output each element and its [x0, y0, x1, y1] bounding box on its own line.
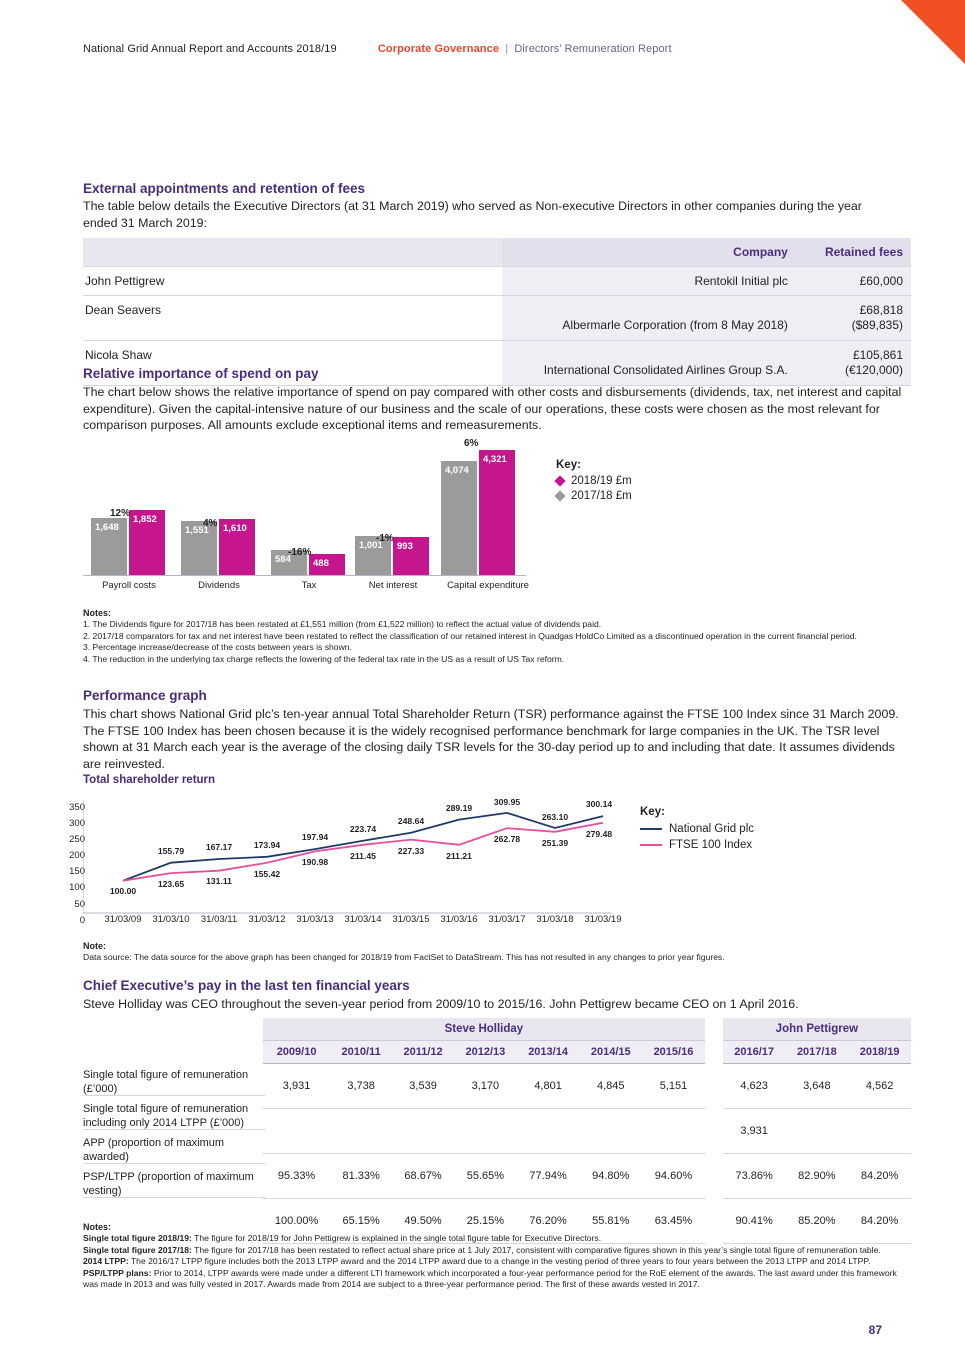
cell [642, 1109, 705, 1154]
year-2017-18: 2017/18 [785, 1041, 848, 1064]
tsr-label-ng-2015: 248.64 [397, 816, 425, 826]
tsr-label-ng-2017: 309.95 [493, 797, 521, 807]
row-label-single-total-2014-ltpp: Single total figure of remuneration including only 2014 LTPP (£’000) [83, 1096, 265, 1130]
cat-label-dividends: Dividends [198, 580, 240, 591]
tsr-label-ftse-2012: 155.42 [253, 869, 281, 879]
cell: 85.20% [785, 1199, 848, 1244]
tsr-chart-svg [83, 800, 613, 916]
row-label-psp-ltpp: PSP/LTPP (proportion of maximum vesting) [83, 1164, 265, 1198]
note-item [83, 1245, 911, 1256]
performance-graph-heading: Performance graph [83, 688, 207, 703]
note-text: The figure for 2017/18 has been restated to reflect actual share price at 1 July 2017, consistent with comparative figures shown in this year’s single total figure of remuneration table. [191, 1244, 881, 1255]
tsr-label-ng-2018: 263.10 [541, 812, 569, 822]
col-blank [83, 238, 502, 266]
y-tick-200: 200 [69, 850, 85, 862]
year-2014-15: 2014/15 [579, 1041, 642, 1064]
x-tick-2013: 31/03/13 [296, 914, 334, 925]
bar-chart-key [556, 459, 632, 505]
ceo-pay-notes [83, 1222, 911, 1290]
key-title: Key: [556, 459, 581, 471]
x-tick-2017: 31/03/17 [488, 914, 526, 925]
group-separator [705, 1109, 723, 1154]
tsr-label-ng-2019: 300.14 [585, 799, 613, 809]
line-swatch-navy-icon [640, 828, 662, 830]
x-tick-2018: 31/03/18 [536, 914, 574, 925]
bar-2017-dividends: 1,551 [181, 521, 217, 576]
company-name: Albermarle Corporation (from 8 May 2018) [502, 296, 796, 340]
col-company: Company [502, 238, 796, 266]
tsr-label-ng-2011: 167.17 [205, 842, 233, 852]
spend-bar-chart [83, 438, 553, 598]
cell: 68.67% [392, 1154, 454, 1199]
bar-2018-tax: 488 [309, 554, 345, 576]
key-item-national-grid [640, 823, 754, 835]
year-2018-19: 2018/19 [848, 1041, 911, 1064]
bar-2017-net-interest: 1,001 [355, 536, 391, 576]
cell: 76.20% [517, 1199, 580, 1244]
table-row-app [263, 1154, 911, 1199]
cell [392, 1109, 454, 1154]
bar-2018-payroll: 1,852 [129, 510, 165, 576]
tsr-label-ftse-2010: 123.65 [157, 879, 185, 889]
key-item-ftse [640, 839, 754, 851]
y-tick-150: 150 [69, 866, 85, 878]
corner-flash-decoration [901, 0, 965, 64]
cell: 94.60% [642, 1154, 705, 1199]
table-row-single-total-figure [263, 1064, 911, 1109]
retained-fees [796, 296, 911, 340]
tsr-label-ng-2012: 173.94 [253, 840, 281, 850]
group-header-john-pettigrew: John Pettigrew [723, 1018, 911, 1041]
tsr-label-ftse-2017: 262.78 [493, 834, 521, 844]
y-tick-250: 250 [69, 834, 85, 846]
y-tick-350: 350 [69, 802, 85, 813]
cat-label-tax: Tax [301, 580, 317, 591]
note-item: 4. The reduction in the underlying tax charge reflects the lowering of the federal tax rate in the US as a result of US Tax reform. [83, 653, 565, 664]
year-2009-10: 2009/10 [263, 1041, 330, 1064]
group-header-steve-holliday: Steve Holliday [263, 1018, 705, 1041]
cell: 3,738 [330, 1064, 392, 1109]
y-tick-100: 100 [69, 882, 85, 894]
relative-importance-heading: Relative importance of spend on pay [83, 366, 319, 381]
x-tick-2015: 31/03/15 [392, 914, 430, 925]
change-label-dividends: 4% [203, 518, 218, 529]
year-2016-17: 2016/17 [723, 1041, 786, 1064]
note-label: 2014 LTPP: [83, 1256, 129, 1267]
tsr-line-chart [83, 797, 613, 928]
cell: 81.33% [330, 1154, 392, 1199]
note-text: The 2016/17 LTPP figure includes both the 2013 LTPP award and the 2014 LTPP award due to a change in the vesting period of three years to four years between the 2013 LTPP and 2014 LTPP. [128, 1256, 871, 1267]
row-label-single-total-figure: Single total figure of remuneration (£’000) [83, 1062, 265, 1096]
year-2011-12: 2011/12 [392, 1041, 454, 1064]
tsr-chart-title: Total shareholder return [83, 774, 216, 786]
year-2012-13: 2012/13 [454, 1041, 517, 1064]
cell: 55.81% [579, 1199, 642, 1244]
header-separator: | [505, 43, 509, 55]
note-item [83, 1268, 911, 1291]
cell: 84.20% [848, 1199, 911, 1244]
cell [330, 1109, 392, 1154]
key-title: Key: [640, 806, 665, 818]
director-name: Nicola Shaw [85, 348, 152, 362]
ceo-pay-row-labels [83, 1062, 265, 1198]
tsr-label-ftse-2019: 279.48 [585, 829, 613, 839]
bar-2017-capex: 4,074 [441, 461, 477, 576]
director-name: John Pettigrew [85, 274, 165, 288]
x-tick-2009: 31/03/09 [104, 914, 142, 925]
table-row [83, 296, 911, 341]
cell: 49.50% [392, 1199, 454, 1244]
cell: 65.15% [330, 1199, 392, 1244]
year-2010-11: 2010/11 [330, 1041, 392, 1064]
director-name: Dean Seavers [85, 303, 162, 317]
retained-fees-secondary: (€120,000) [844, 363, 903, 377]
company-name: Rentokil Initial plc [502, 267, 796, 295]
company-name: International Consolidated Airlines Group S.A. [502, 341, 796, 385]
tsr-label-ftse-2018: 251.39 [541, 838, 569, 848]
note-item [83, 1256, 911, 1267]
note-label: Single total figure 2017/18: [83, 1244, 192, 1255]
cell: 25.15% [454, 1199, 517, 1244]
tsr-label-ftse-2015: 227.33 [397, 846, 425, 856]
cell: 4,845 [579, 1064, 642, 1109]
tsr-label-ng-2009: 100.00 [109, 886, 137, 896]
tsr-chart-key [640, 806, 754, 855]
key-label-ftse: FTSE 100 Index [669, 839, 753, 851]
cell: 3,170 [454, 1064, 517, 1109]
cell: 3,931 [263, 1064, 330, 1109]
relative-importance-notes [83, 608, 911, 665]
y-tick-0: 0 [79, 914, 85, 926]
notes-title: Notes: [83, 608, 112, 618]
retained-fees [796, 341, 911, 385]
cell: 5,151 [642, 1064, 705, 1109]
cell: 4,623 [723, 1064, 786, 1109]
retained-fees-primary: £105,861 [852, 348, 903, 362]
note-title: Note: [83, 941, 106, 951]
key-label-2018: 2018/19 £m [571, 475, 632, 487]
cell: 77.94% [517, 1154, 580, 1199]
group-separator [705, 1154, 723, 1199]
tsr-label-ng-2016: 289.19 [445, 803, 473, 813]
page-number: 87 [868, 1323, 882, 1337]
x-tick-2019: 31/03/19 [584, 914, 622, 925]
cell: 73.86% [723, 1154, 786, 1199]
note-label: PSP/LTPP plans: [83, 1267, 152, 1278]
tsr-label-ftse-2016: 211.21 [446, 851, 472, 861]
key-label-2017: 2017/18 £m [571, 490, 632, 502]
retained-fees-secondary: ($89,835) [851, 318, 903, 332]
cell [785, 1109, 848, 1154]
table-row [83, 267, 911, 296]
x-tick-2010: 31/03/10 [152, 914, 190, 925]
tsr-y-axis-labels [55, 800, 85, 929]
ceo-pay-heading: Chief Executive’s pay in the last ten financial years [83, 978, 410, 993]
header-section: Corporate Governance [377, 43, 500, 55]
retained-fees-primary: £68,818 [859, 303, 903, 317]
external-appointments-intro: The table below details the Executive Directors (at 31 March 2019) who served as Non-executive Directors in other companies during the year ended 31 March 2019: [83, 199, 862, 230]
bar-2017-tax: 584 [271, 550, 307, 576]
performance-graph-note [83, 941, 911, 964]
x-tick-2011: 31/03/11 [200, 914, 238, 925]
key-item-2018 [556, 475, 632, 487]
cell: 82.90% [785, 1154, 848, 1199]
external-appointments-table [83, 238, 911, 386]
cell: 84.20% [848, 1154, 911, 1199]
cell: 63.45% [642, 1199, 705, 1244]
cell [848, 1109, 911, 1154]
cell: 3,539 [392, 1064, 454, 1109]
note-item: 1. The Dividends figure for 2017/18 has been restated at £1,551 million (from £1,522 million) to reflect the actual value of dividends paid. [83, 619, 602, 630]
change-label-payroll: 12% [110, 508, 131, 519]
bar-2018-dividends: 1,610 [219, 519, 255, 576]
row-label-app: APP (proportion of maximum awarded) [83, 1130, 265, 1164]
cell: 4,562 [848, 1064, 911, 1109]
line-swatch-pink-icon [640, 844, 662, 846]
x-tick-2014: 31/03/14 [344, 914, 382, 925]
cat-label-payroll: Payroll costs [102, 580, 156, 591]
cell [263, 1109, 330, 1154]
note-item: 3. Percentage increase/decrease of the costs between years is shown. [83, 642, 352, 653]
x-tick-2016: 31/03/16 [440, 914, 478, 925]
diamond-grey-icon [554, 490, 565, 501]
external-appointments-heading: External appointments and retention of fees [83, 181, 366, 196]
note-label: Single total figure 2018/19: [83, 1233, 192, 1244]
year-2013-14: 2013/14 [517, 1041, 580, 1064]
retained-fees: £60,000 [796, 267, 911, 295]
y-tick-300: 300 [69, 818, 85, 830]
bar-chart-axis [83, 575, 526, 576]
document-title: National Grid Annual Report and Accounts 2018/19 [83, 43, 337, 55]
diamond-pink-icon [554, 475, 565, 486]
col-retained-fees: Retained fees [796, 238, 911, 266]
cell: 3,931 [723, 1109, 786, 1154]
change-label-tax: -16% [288, 547, 312, 558]
cell: 4,801 [517, 1064, 580, 1109]
ceo-pay-table [263, 1018, 911, 1244]
group-separator [705, 1018, 723, 1041]
cell [454, 1109, 517, 1154]
notes-title: Notes: [83, 1222, 112, 1232]
note-text: The figure for 2018/19 for John Pettigrew is explained in the single total figure table for Executive Directors. [191, 1233, 602, 1244]
note-item: 2. 2017/18 comparators for tax and net interest have been restated to reflect the classification of our retained interest in Quadgas HoldCo Limited as a discontinued operation in the current financial period. [83, 630, 857, 641]
header-subsection: Directors’ Remuneration Report [514, 43, 672, 55]
tsr-label-ftse-2013: 190.98 [301, 857, 329, 867]
bar-2018-capex: 4,321 [479, 450, 515, 576]
relative-importance-intro: The chart below shows the relative importance of spend on pay compared with other costs and disbursements (dividends, tax, net interest and capital expenditure). Given the capital-intensive nature of our business and the scale of our operations, these costs were chosen as the most relevant for comparison purposes. All amounts exclude exceptional items and remeasurements. [83, 385, 902, 432]
year-2015-16: 2015/16 [642, 1041, 705, 1064]
cat-label-capex: Capital expenditure [447, 580, 529, 591]
bar-2018-net-interest: 993 [393, 537, 429, 576]
ceo-pay-intro: Steve Holliday was CEO throughout the seven-year period from 2009/10 to 2015/16. John Pettigrew became CEO on 1 April 2016. [83, 997, 799, 1011]
page-header [83, 43, 672, 55]
group-separator [705, 1041, 723, 1064]
key-label-national-grid: National Grid plc [669, 823, 755, 835]
table-row-single-total-2014-ltpp [263, 1109, 911, 1154]
cell: 3,648 [785, 1064, 848, 1109]
tsr-label-ng-2010: 155.79 [157, 846, 185, 856]
tsr-label-ftse-2014: 211.45 [350, 851, 376, 861]
cell: 55.65% [454, 1154, 517, 1199]
performance-graph-intro: This chart shows National Grid plc’s ten-year annual Total Shareholder Return (TSR) performance against the FTSE 100 Index since 31 March 2009. The FTSE 100 Index has been chosen because it is the widely recognised performance benchmark for large companies in the UK. The TSR level shown at 31 March each year is the average of the closing daily TSR levels for the 30-day period up to and including that date. It assumes dividends are reinvested. [83, 707, 899, 771]
key-item-2017 [556, 490, 632, 502]
x-tick-2012: 31/03/12 [248, 914, 286, 925]
cell: 90.41% [723, 1199, 786, 1244]
table-header-row [83, 238, 911, 267]
note-text: Data source: The data source for the above graph has been changed for 2018/19 from FactSet to DataStream. This has not resulted in any changes to prior year figures. [83, 952, 725, 963]
cell: 100.00% [263, 1199, 330, 1244]
change-label-capex: 6% [464, 438, 479, 449]
y-tick-50: 50 [74, 898, 85, 910]
tsr-label-ng-2013: 197.94 [301, 832, 329, 842]
cat-label-net-interest: Net interest [368, 580, 418, 591]
change-label-net-interest: -1% [376, 533, 394, 544]
note-item [83, 1233, 911, 1244]
tsr-label-ftse-2011: 131.11 [206, 876, 232, 886]
tsr-label-ng-2014: 223.74 [349, 824, 377, 834]
cell: 94.80% [579, 1154, 642, 1199]
cell [579, 1109, 642, 1154]
cell: 95.33% [263, 1154, 330, 1199]
bar-2017-payroll: 1,648 [91, 518, 127, 576]
table-year-header-row [263, 1041, 911, 1064]
cell [517, 1109, 580, 1154]
group-separator [705, 1064, 723, 1109]
note-text: Prior to 2014, LTPP awards were made under a different LTI framework which incorporated a four-year performance period for the RoE element of the awards. The last award under this framework was made in 2013 and was fully vested in 2017. Awards made from 2014 are subject to a three-year performance period. The first of these awards vested in 2017. [83, 1267, 897, 1290]
table-group-header-row [263, 1018, 911, 1041]
